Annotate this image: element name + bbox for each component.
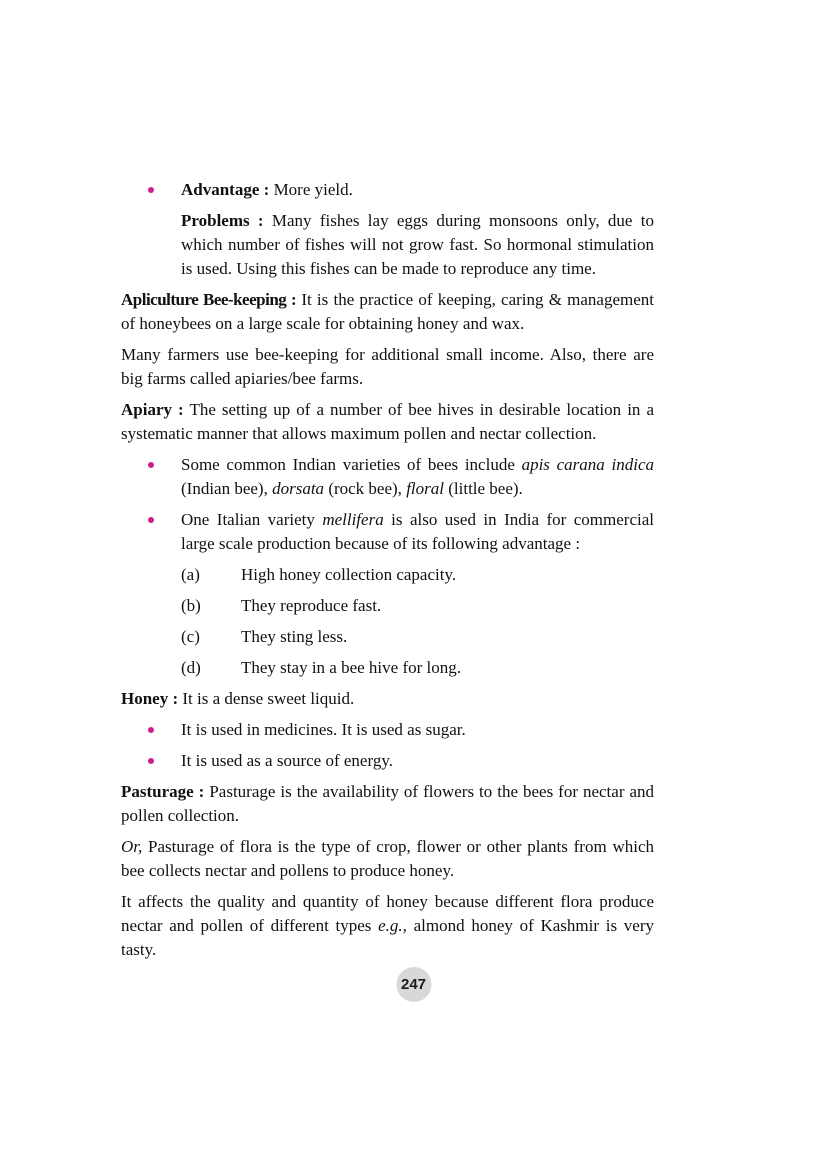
bullet-icon	[148, 462, 154, 468]
item-text: They sting less.	[241, 627, 348, 646]
pasturage-or-paragraph	[121, 835, 654, 883]
quality-paragraph	[121, 890, 654, 962]
list-item-honey-use-1	[121, 718, 654, 742]
advantage-text: More yield.	[273, 180, 353, 199]
varieties-italic-1: apis carana indica	[521, 455, 654, 474]
problems-text: Many fishes lay eggs during monsoons only, due to which number of fishes will not grow fast. So hormonal stimulation is used. Using this fishes can be made to reproduce any time.	[181, 211, 654, 278]
list-item-advantage-b	[121, 594, 654, 618]
pasturage-paragraph	[121, 780, 654, 828]
quality-text-1: It affects the quality and quantity of honey because different flora produce nectar and pollen of different types	[121, 892, 654, 935]
item-letter: (b)	[181, 596, 201, 615]
varieties-text-3: (rock bee),	[324, 479, 407, 498]
bullet-icon	[148, 727, 154, 733]
item-text: They stay in a bee hive for long.	[241, 658, 461, 677]
list-item-advantage	[121, 178, 654, 202]
varieties-italic-2: dorsata	[272, 479, 325, 498]
pasturage-label: Pasturage :	[121, 782, 205, 801]
farmers-text: Many farmers use bee-keeping for additional small income. Also, there are big farms called apiaries/bee farms.	[121, 345, 654, 388]
list-item-advantage-a	[121, 563, 654, 587]
item-letter: (d)	[181, 658, 201, 677]
item-text: They reproduce fast.	[241, 596, 382, 615]
honey-text: It is a dense sweet liquid.	[182, 689, 355, 708]
bullet-icon	[148, 758, 154, 764]
problems-block	[121, 209, 654, 281]
apiary-paragraph	[121, 398, 654, 446]
quality-text-2: almond honey of Kashmir is very tasty.	[121, 916, 654, 959]
apiary-text: The setting up of a number of bee hives in desirable location in a systematic manner that allows maximum pollen and nectar collection.	[121, 400, 654, 443]
page-number-badge	[396, 967, 431, 1002]
page-number: 247	[400, 976, 427, 993]
honey-use-1-paragraph: It is used in medicines. It is used as sugar.	[181, 720, 466, 739]
farmers-paragraph	[121, 343, 654, 391]
italian-paragraph	[181, 508, 654, 556]
list-item-honey-use-2	[121, 749, 654, 773]
bullet-icon	[148, 517, 154, 523]
apiculture-label: Apliculture Bee-keeping :	[121, 290, 297, 309]
honey-use-2-paragraph: It is used as a source of energy.	[181, 751, 393, 770]
list-item-advantage-c	[121, 625, 654, 649]
item-letter: (a)	[181, 565, 200, 584]
varieties-text-4: (little bee).	[443, 479, 523, 498]
honey-paragraph	[121, 687, 654, 711]
advantage-paragraph	[181, 178, 654, 202]
list-item-varieties	[121, 453, 654, 501]
quality-italic-1: e.g.,	[378, 916, 407, 935]
list-item-advantage-d	[121, 656, 654, 680]
varieties-paragraph	[181, 453, 654, 501]
item-text: High honey collection capacity.	[241, 565, 457, 584]
problems-label: Problems :	[181, 211, 264, 230]
apiculture-text: It is the practice of keeping, caring & management of honeybees on a large scale for obtaining honey and wax.	[121, 290, 655, 333]
list-item-italian	[121, 508, 654, 556]
varieties-text-1: Some common Indian varieties of bees include	[181, 455, 522, 474]
pasturage-or-text: Pasturage of flora is the type of crop, flower or other plants from which bee collects nectar and pollens to produce honey.	[121, 837, 654, 880]
varieties-text-2: (Indian bee),	[181, 479, 273, 498]
honey-label: Honey :	[121, 689, 179, 708]
advantage-label: Advantage :	[181, 180, 270, 199]
varieties-italic-3: floral	[406, 479, 444, 498]
problems-paragraph	[181, 209, 654, 281]
page-content	[121, 178, 654, 969]
italian-italic-1: mellifera	[322, 510, 384, 529]
apiary-label: Apiary :	[121, 400, 184, 419]
or-italic: Or,	[121, 837, 143, 856]
italian-text-2: is also used in India for commercial large scale production because of its following advantage :	[181, 510, 654, 553]
apiculture-paragraph	[121, 288, 654, 336]
item-letter: (c)	[181, 627, 200, 646]
pasturage-text: Pasturage is the availability of flowers to the bees for nectar and pollen collection.	[121, 782, 655, 825]
bullet-icon	[148, 187, 154, 193]
italian-text-1: One Italian variety	[181, 510, 323, 529]
